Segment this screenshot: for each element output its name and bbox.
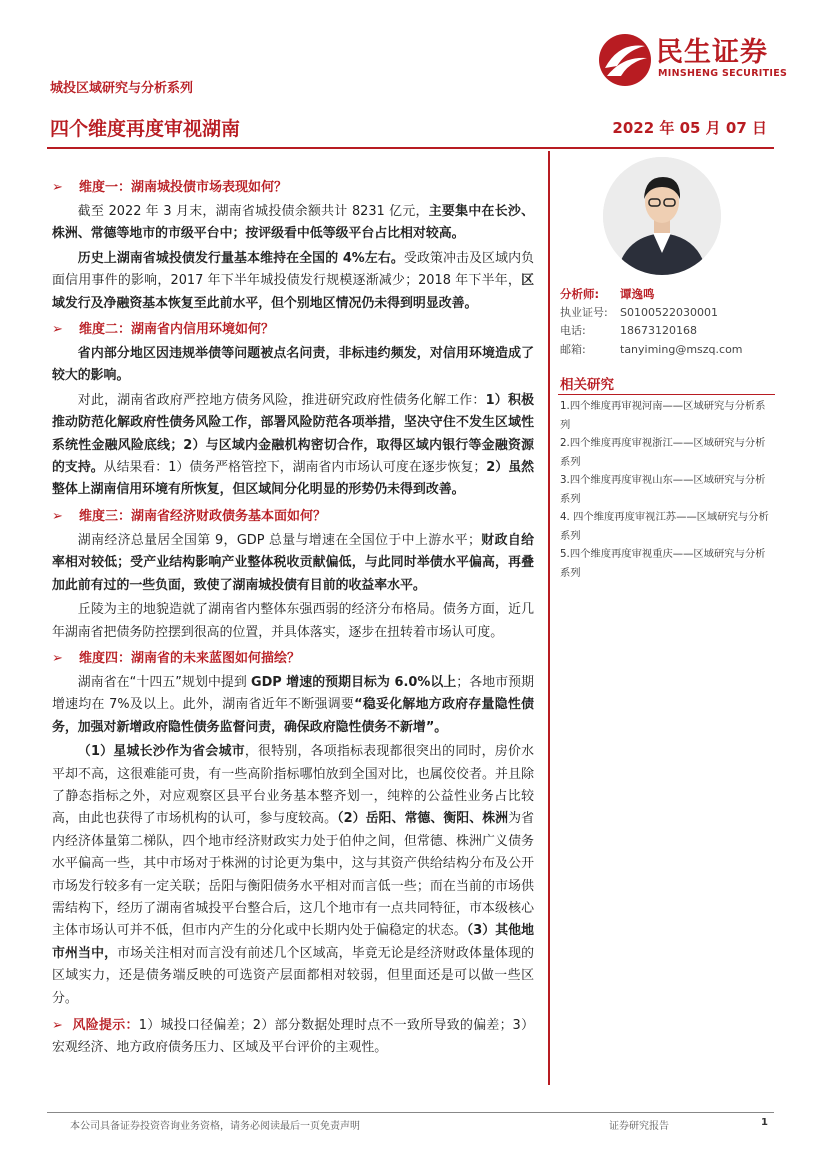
analyst-row: 分析师: 谭逸鸣 — [560, 285, 760, 304]
brand-name-cn: 民生证券 — [656, 37, 768, 68]
analyst-info — [560, 285, 760, 359]
footer-divider — [47, 1112, 774, 1113]
footer-report-type: 证券研究报告 — [609, 1121, 669, 1132]
section-dimension-3 — [52, 507, 534, 644]
related-item[interactable]: 1.四个维度再审视河南——区域研究与分析系列 — [560, 400, 766, 431]
footer-disclaimer: 本公司具备证券投资咨询业务资格，请务必阅读最后一页免责声明 — [70, 1121, 360, 1132]
main-content — [52, 178, 534, 1065]
header-divider — [47, 147, 774, 149]
paragraph: 湖南省在“十四五”规划中提到 GDP 增速的预期目标为 6.0%以上；各地市预期增速均在 7%及以上。此外，湖南省近年不断强调要“稳妥化解地方政府存量隐性债务，加强对新增政府隐性债务监督问责，确保政府隐性债务不新增”。 — [52, 674, 534, 735]
section-heading: ➢ 维度二：湖南省内信用环境如何？ — [52, 320, 534, 340]
section-risk — [52, 1015, 534, 1060]
page-title: 四个维度再度审视湖南 — [50, 118, 241, 140]
arrow-bullet-icon: ➢ — [52, 1018, 73, 1033]
analyst-row: 执业证号: S0100522030001 — [560, 304, 760, 323]
analyst-name: 谭逸鸣 — [620, 287, 655, 301]
analyst-row: 电话: 18673120168 — [560, 322, 760, 341]
brand-logo-icon — [597, 32, 653, 88]
section-heading: ➢ 维度一：湖南城投债市场表现如何？ — [52, 178, 534, 198]
report-series: 城投区域研究与分析系列 — [50, 81, 194, 96]
report-date: 2022 年 05 月 07 日 — [612, 119, 767, 137]
email-address[interactable]: tanyiming@mszq.com — [620, 342, 743, 356]
related-item[interactable]: 5.四个维度再度审视重庆——区域研究与分析系列 — [560, 548, 766, 579]
risk-paragraph: ➢ 风险提示：1）城投口径偏差；2）部分数据处理时点不一致所导致的偏差；3）宏观经济、地方政府债务压力、区域及平台评价的主观性。 — [52, 1018, 535, 1056]
section-dimension-4 — [52, 649, 534, 1010]
paragraph: 截至 2022 年 3 月末，湖南省城投债余额共计 8231 亿元，主要集中在长沙、株洲、常德等地市的市级平台中；按评级看中低等级平台占比相对较高。 — [52, 204, 534, 242]
paragraph: （1）星城长沙作为省会城市，很特别，各项指标表现都很突出的同时，房价水平却不高，这很难能可贵，有一些高阶指标哪怕放到全国对比，也属佼佼者。并且除了静态指标之外，对应观察区县平台业务基本整齐划一，纯粹的公益性业务占比较高，由此也获得了市场机构的认可，参与度较高。（2）岳阳、常德、衡阳、株洲为省内经济体量第二梯队，四个地市经济财政实力处于伯仲之间，但常德、株洲广义债务水平偏高一些，其中市场对于株洲的讨论更为集中，这与其资产供给结构分布及公开市场发行较多有一定关联；岳阳与衡阳债务水平相对而言低一些；而在当前的市场供需结构下，经历了湖南省城投平台整合后，这几个地市有一点共同特征，市本级核心主体市场认可并不低，但市内产生的分化或中长期内处于偏稳定的状态。（3）其他地市州当中，市场关注相对而言没有前述几个区域高，毕竟无论是经济财政体量体现的区域实力，还是债务端反映的可选资产层面都相对较弱，但里面还是可以做一些区分。 — [52, 744, 535, 1006]
analyst-avatar-icon — [603, 157, 721, 275]
arrow-bullet-icon: ➢ — [52, 650, 63, 666]
arrow-bullet-icon: ➢ — [52, 180, 63, 195]
page-number: 1 — [761, 1117, 768, 1128]
paragraph: 对此，湖南省政府严控地方债务风险，推进研究政府性债务化解工作：1）积极推动防范化解政府性债务风险工作，部署风险防范各项举措，坚决守住不发生区域性系统性金融风险底线；2）与区域内金融机构密切合作，取得区域内银行等金融资源的支持。从结果看：1）债务严格管控下，湖南省内市场认可度在逐步恢复；2）虽然整体上湖南信用环境有所恢复，但区域间分化明显的形势仍未得到改善。 — [52, 392, 535, 498]
related-item[interactable]: 4. 四个维度再度审视江苏——区域研究与分析系列 — [560, 511, 769, 542]
paragraph: 省内部分地区因违规举债等问题被点名问责，非标违约频发，对信用环境造成了较大的影响。 — [52, 346, 534, 384]
related-item[interactable]: 3.四个维度再度审视山东——区域研究与分析系列 — [560, 474, 766, 505]
license-number: S0100522030001 — [620, 305, 718, 319]
section-dimension-1 — [52, 178, 534, 315]
arrow-bullet-icon: ➢ — [52, 508, 63, 524]
analyst-photo — [603, 157, 721, 275]
brand-name-en: MINSHENG SECURITIES — [658, 68, 788, 79]
related-research-title: 相关研究 — [560, 377, 614, 393]
analyst-row: 邮箱: tanyiming@mszq.com — [560, 341, 760, 360]
related-item[interactable]: 2.四个维度再度审视浙江——区域研究与分析系列 — [560, 437, 766, 468]
section-heading: ➢ 维度四：湖南省的未来蓝图如何描绘？ — [52, 649, 534, 669]
section-dimension-2 — [52, 320, 534, 502]
related-divider — [558, 394, 775, 395]
related-research-list — [560, 397, 772, 582]
column-divider — [548, 151, 550, 1085]
paragraph: 湖南经济总量居全国第 9，GDP 总量与增速在全国位于中上游水平；财政自给率相对较低；受产业结构影响产业整体税收贡献偏低，与此同时举债水平偏高，再叠加此前有过的一些负面，致使了湖南城投债有目前的收益率水平。 — [52, 532, 534, 593]
section-heading: ➢ 维度三：湖南省经济财政债务基本面如何？ — [52, 507, 534, 527]
paragraph: 丘陵为主的地貌造就了湖南省内整体东强西弱的经济分布格局。债务方面，近几年湖南省把债务防控摆到很高的位置，并具体落实，逐步在扭转着市场认可度。 — [52, 602, 534, 640]
phone-number: 18673120168 — [620, 324, 697, 337]
arrow-bullet-icon: ➢ — [52, 322, 63, 338]
paragraph: 历史上湖南省城投债发行量基本维持在全国的 4%左右。受政策冲击及区域内负面信用事件的影响，2017 年下半年城投债发行规模逐渐减少；2018 年下半年，区域发行及净融资基本恢复至此前水平，但个别地区情况仍未得到明显改善。 — [52, 250, 535, 311]
